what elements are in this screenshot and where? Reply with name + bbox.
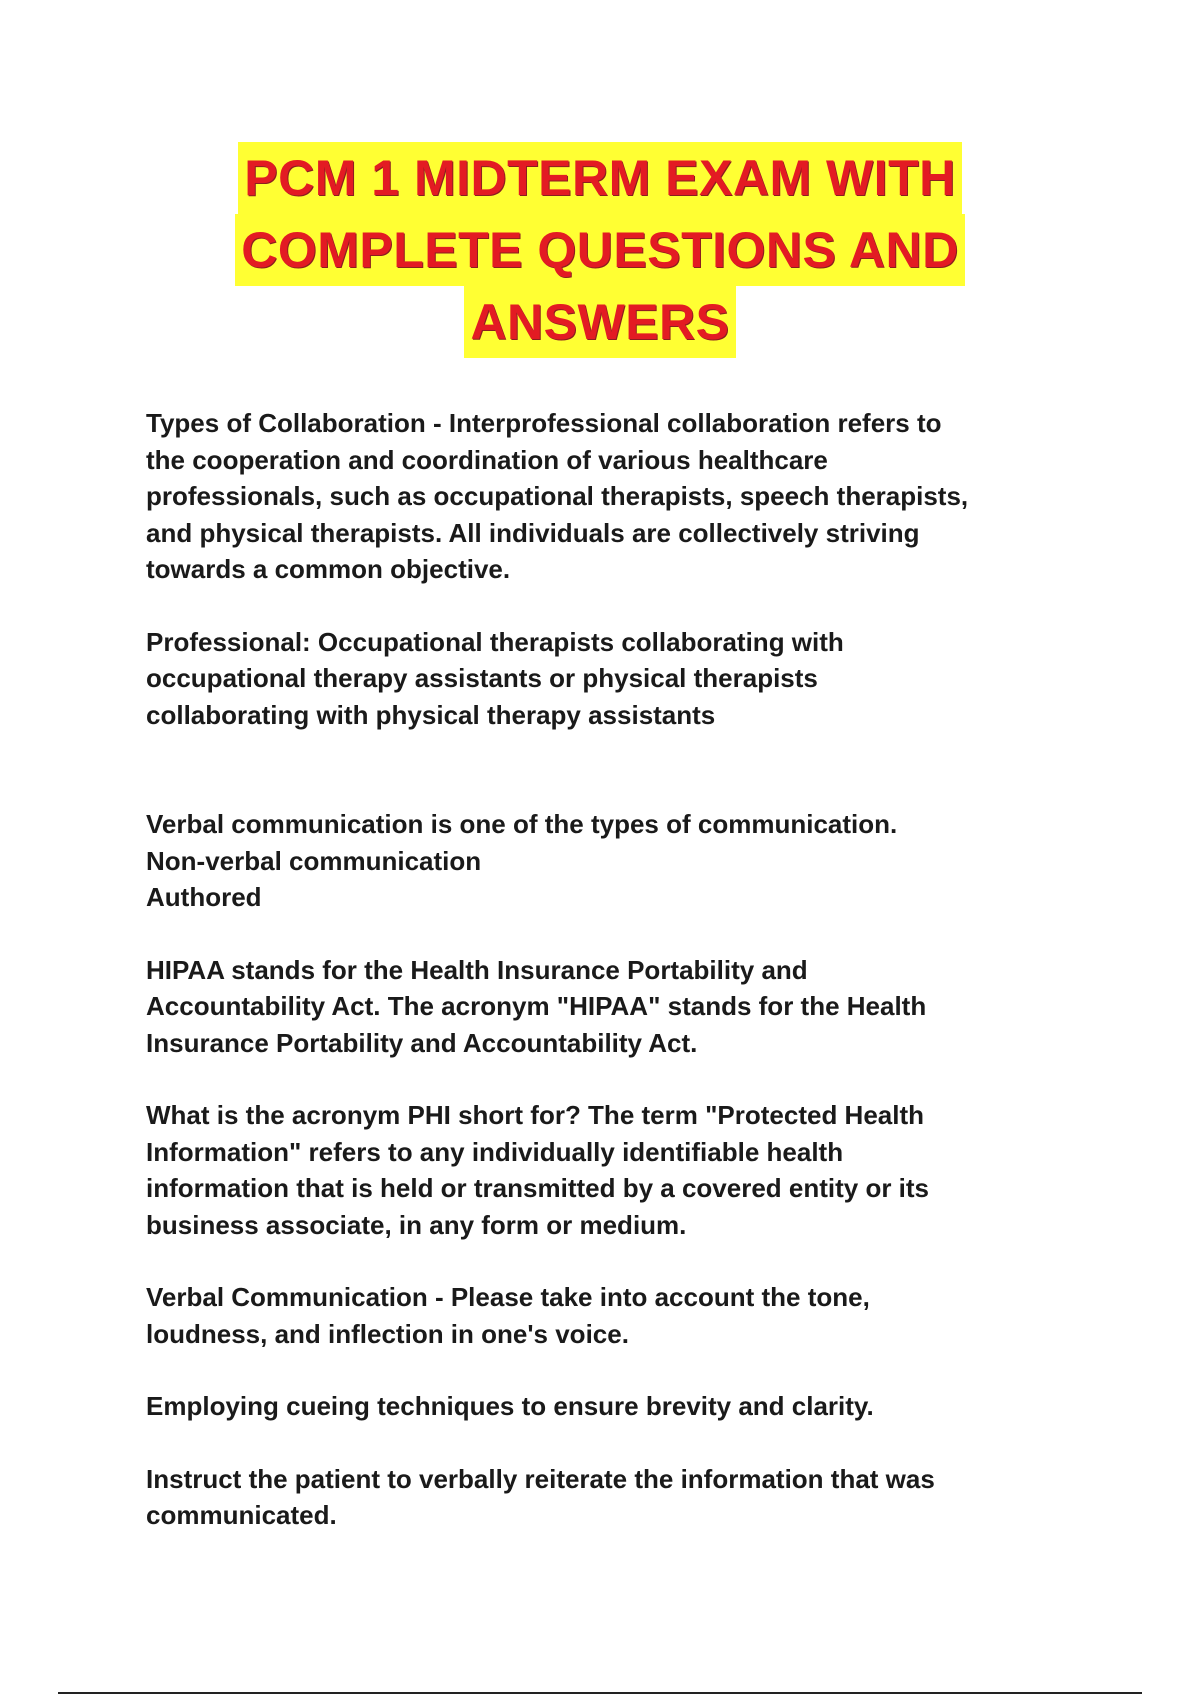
paragraph-hipaa: HIPAA stands for the Health Insurance Portability and Accountability Act. The acronym "HIPAA" stands for the Health Insurance Portability and Accountability Act. [146, 954, 927, 1058]
paragraph-phi: What is the acronym PHI short for? The term "Protected Health Information" refers to any individually identifiable health information that is held or transmitted by a covered entity or its business associate, in any form or medium. [146, 1100, 930, 1240]
document-title [0, 142, 1200, 358]
footer-divider [58, 1692, 1142, 1694]
paragraph-patient-reiterate: Instruct the patient to verbally reiterate the information that was communicated. [146, 1463, 935, 1530]
title-line-2: COMPLETE QUESTIONS AND [235, 214, 965, 286]
paragraph-professional: Professional: Occupational therapists collaborating with occupational therapy assistants or physical therapists collaborating with physical therapy assistants [146, 626, 844, 730]
title-line-3: ANSWERS [464, 286, 735, 358]
paragraph-verbal-communication-tone: Verbal Communication - Please take into account the tone, loudness, and inflection in one's voice. [146, 1282, 870, 1349]
document-body [146, 405, 1076, 1570]
title-line-1: PCM 1 MIDTERM EXAM WITH [238, 142, 961, 214]
paragraph-types-of-collaboration: Types of Collaboration - Interprofessional collaboration refers to the cooperation and coordination of various healthcare professionals, such as occupational therapists, speech therapists, and physical therapists. All individuals are collectively striving towards a common objective. [146, 408, 969, 584]
paragraph-cueing-techniques: Employing cueing techniques to ensure brevity and clarity. [146, 1391, 874, 1421]
paragraph-verbal-communication-types: Verbal communication is one of the types of communication. Non-verbal communication Authored [146, 809, 898, 912]
